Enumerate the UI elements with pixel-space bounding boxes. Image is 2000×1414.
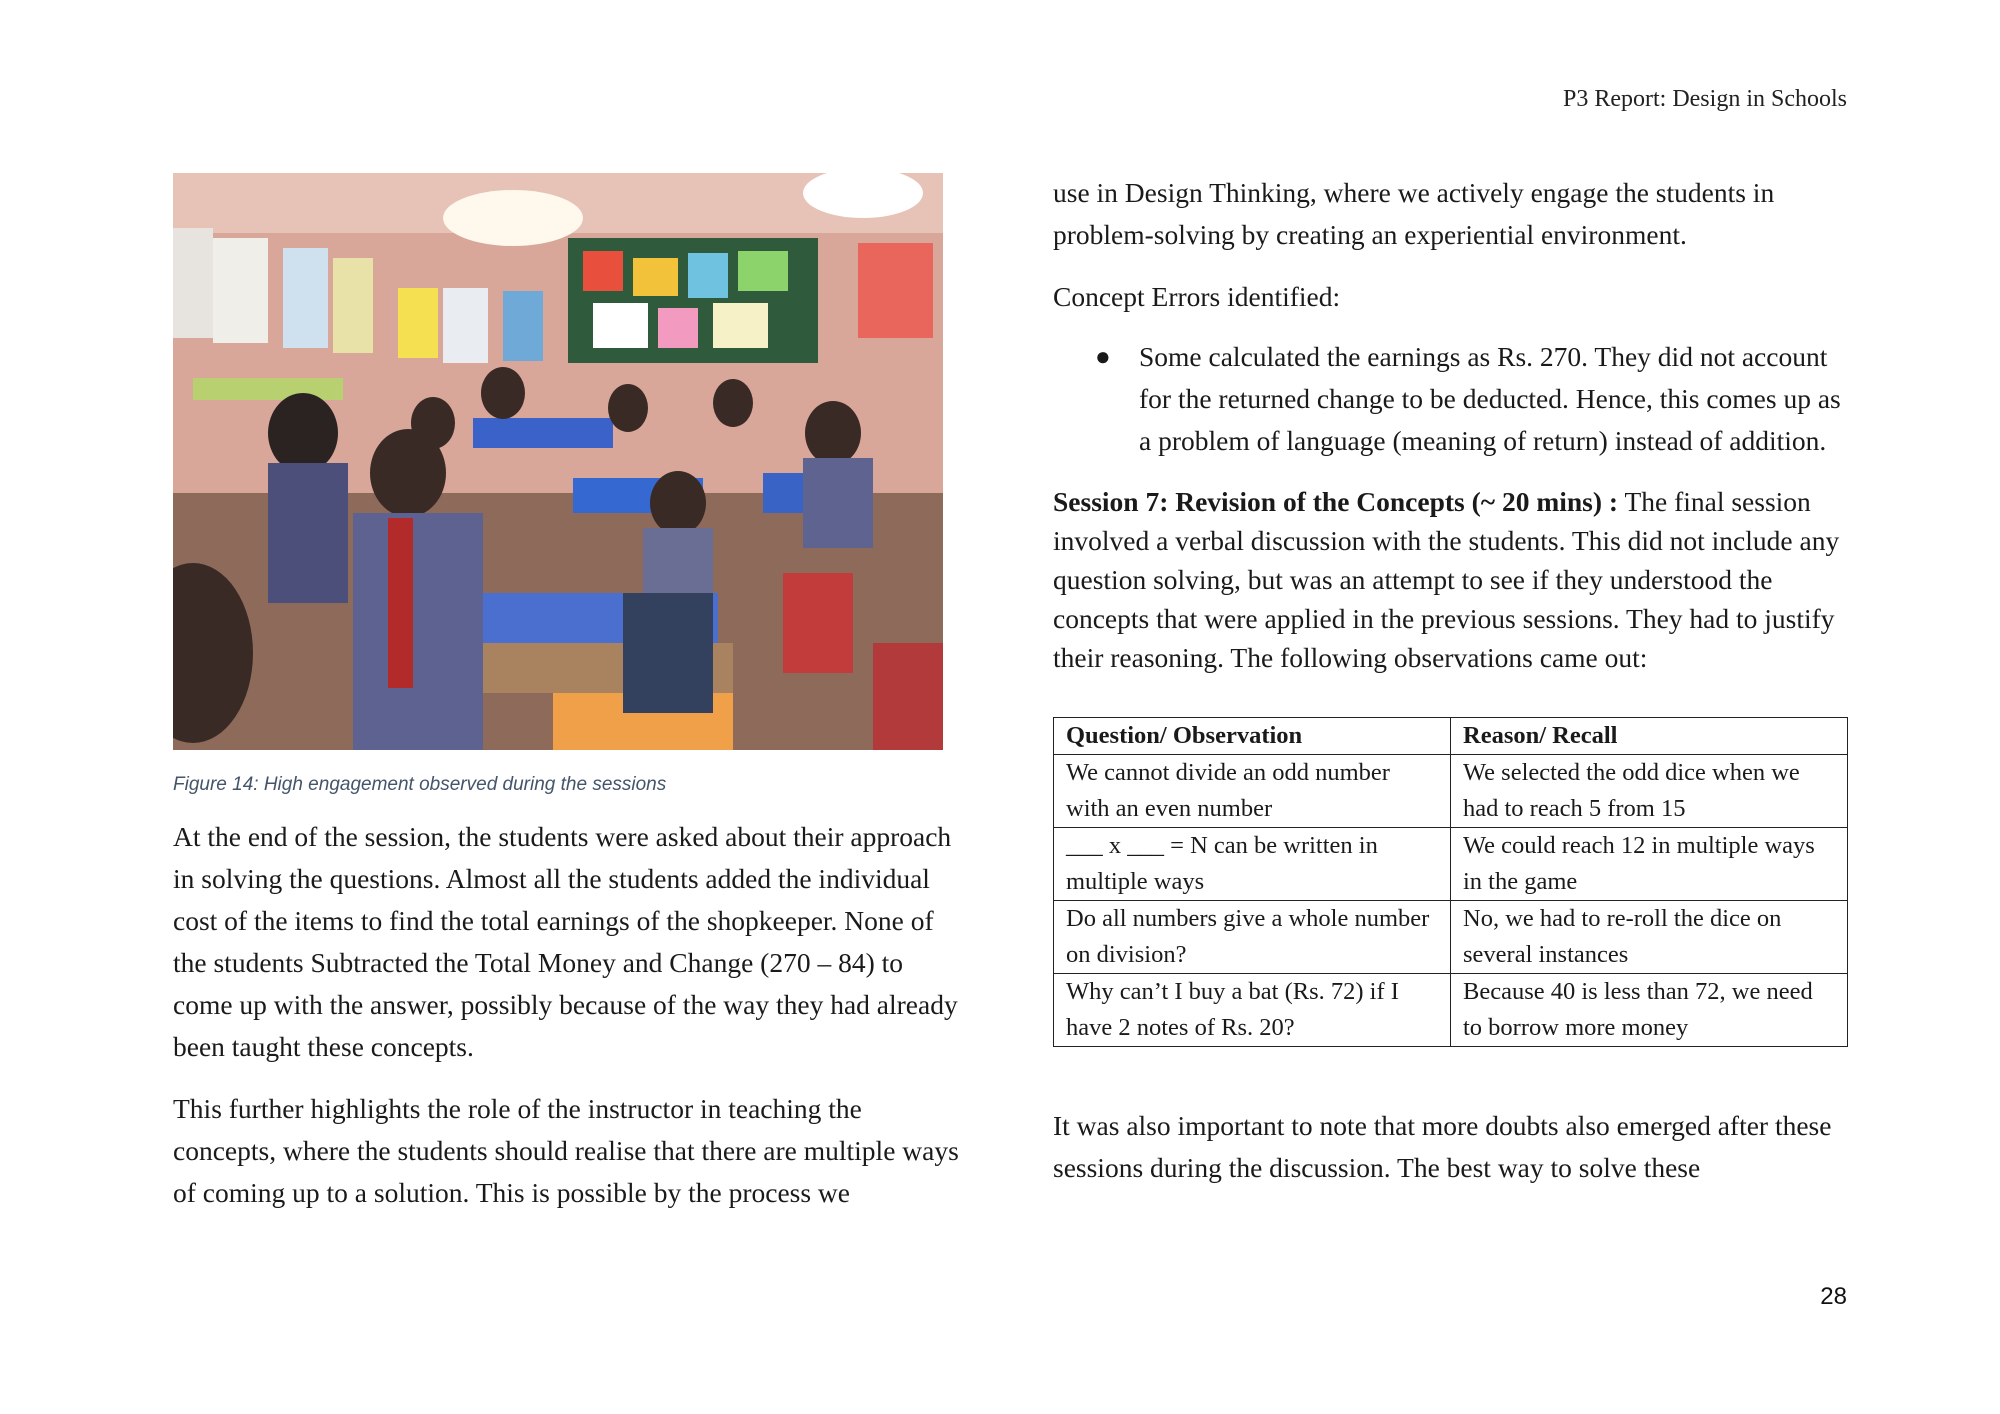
classroom-photo-illustration	[173, 173, 943, 750]
paragraph-approach: At the end of the session, the students were asked about their approach in solving the questions. Almost all the students added the individual cost of the items to find the total earnings of the shopkeeper. None of the students Subtracted the Total Money and Change (270 – 84) to come up with the answer, possibly because of the way they had already been taught these concepts.	[173, 821, 958, 1062]
concept-errors-heading: Concept Errors identified:	[1053, 281, 1341, 312]
paragraph-instructor-role: This further highlights the role of the instructor in teaching the concepts, where the students should realise that there are multiple ways of coming up to a solution. This is possible by the process we	[173, 1093, 959, 1208]
table-row	[1054, 755, 1848, 828]
table-cell: Do all numbers give a whole number on division?	[1054, 901, 1451, 974]
paragraph-session-7	[1053, 482, 1848, 677]
running-header: P3 Report: Design in Schools	[1562, 86, 1847, 112]
table-cell: We selected the odd dice when we had to reach 5 from 15	[1451, 755, 1848, 828]
right-column	[1053, 172, 1848, 1189]
list-item-text: Some calculated the earnings as Rs. 270. They did not account for the returned change to be deducted. Hence, this comes up as a problem of language (meaning of return) instead of addition.	[1139, 341, 1841, 456]
column-header: Reason/ Recall	[1451, 718, 1848, 755]
table-cell: ___ x ___ = N can be written in multiple ways	[1054, 828, 1451, 901]
paragraph-doubts: It was also important to note that more doubts also emerged after these sessions during the discussion. The best way to solve these	[1053, 1110, 1832, 1183]
concept-errors-list	[1053, 336, 1848, 462]
figure-caption: Figure 14: High engagement observed during the sessions	[173, 774, 667, 795]
table-header-row	[1054, 718, 1848, 755]
classroom-photo	[173, 173, 943, 750]
paragraph-design-thinking: use in Design Thinking, where we actively engage the students in problem-solving by creating an experiential environment.	[1053, 177, 1775, 250]
table-row	[1054, 974, 1848, 1047]
table-cell: Because 40 is less than 72, we need to borrow more money	[1451, 974, 1848, 1047]
page-number: 28	[1820, 1283, 1847, 1310]
table-row	[1054, 901, 1848, 974]
list-item	[1095, 336, 1848, 462]
table-row	[1054, 828, 1848, 901]
session-text: The final session involved a verbal discussion with the students. This did not include any question solving, but was an attempt to see if they understood the concepts that were applied in the previous sessions. They had to justify their reasoning. The following observations came out:	[1053, 486, 1840, 673]
session-title: Session 7: Revision of the Concepts (~ 20 mins) :	[1053, 486, 1619, 517]
table-cell: Why can’t I buy a bat (Rs. 72) if I have 2 notes of Rs. 20?	[1054, 974, 1451, 1047]
table-cell: We cannot divide an odd number with an even number	[1054, 755, 1451, 828]
column-header: Question/ Observation	[1054, 718, 1451, 755]
observations-table	[1053, 717, 1848, 1047]
table-cell: We could reach 12 in multiple ways in the game	[1451, 828, 1848, 901]
left-column	[173, 173, 963, 1214]
bullet-icon: ●	[1095, 342, 1111, 371]
table-cell: No, we had to re-roll the dice on several instances	[1451, 901, 1848, 974]
